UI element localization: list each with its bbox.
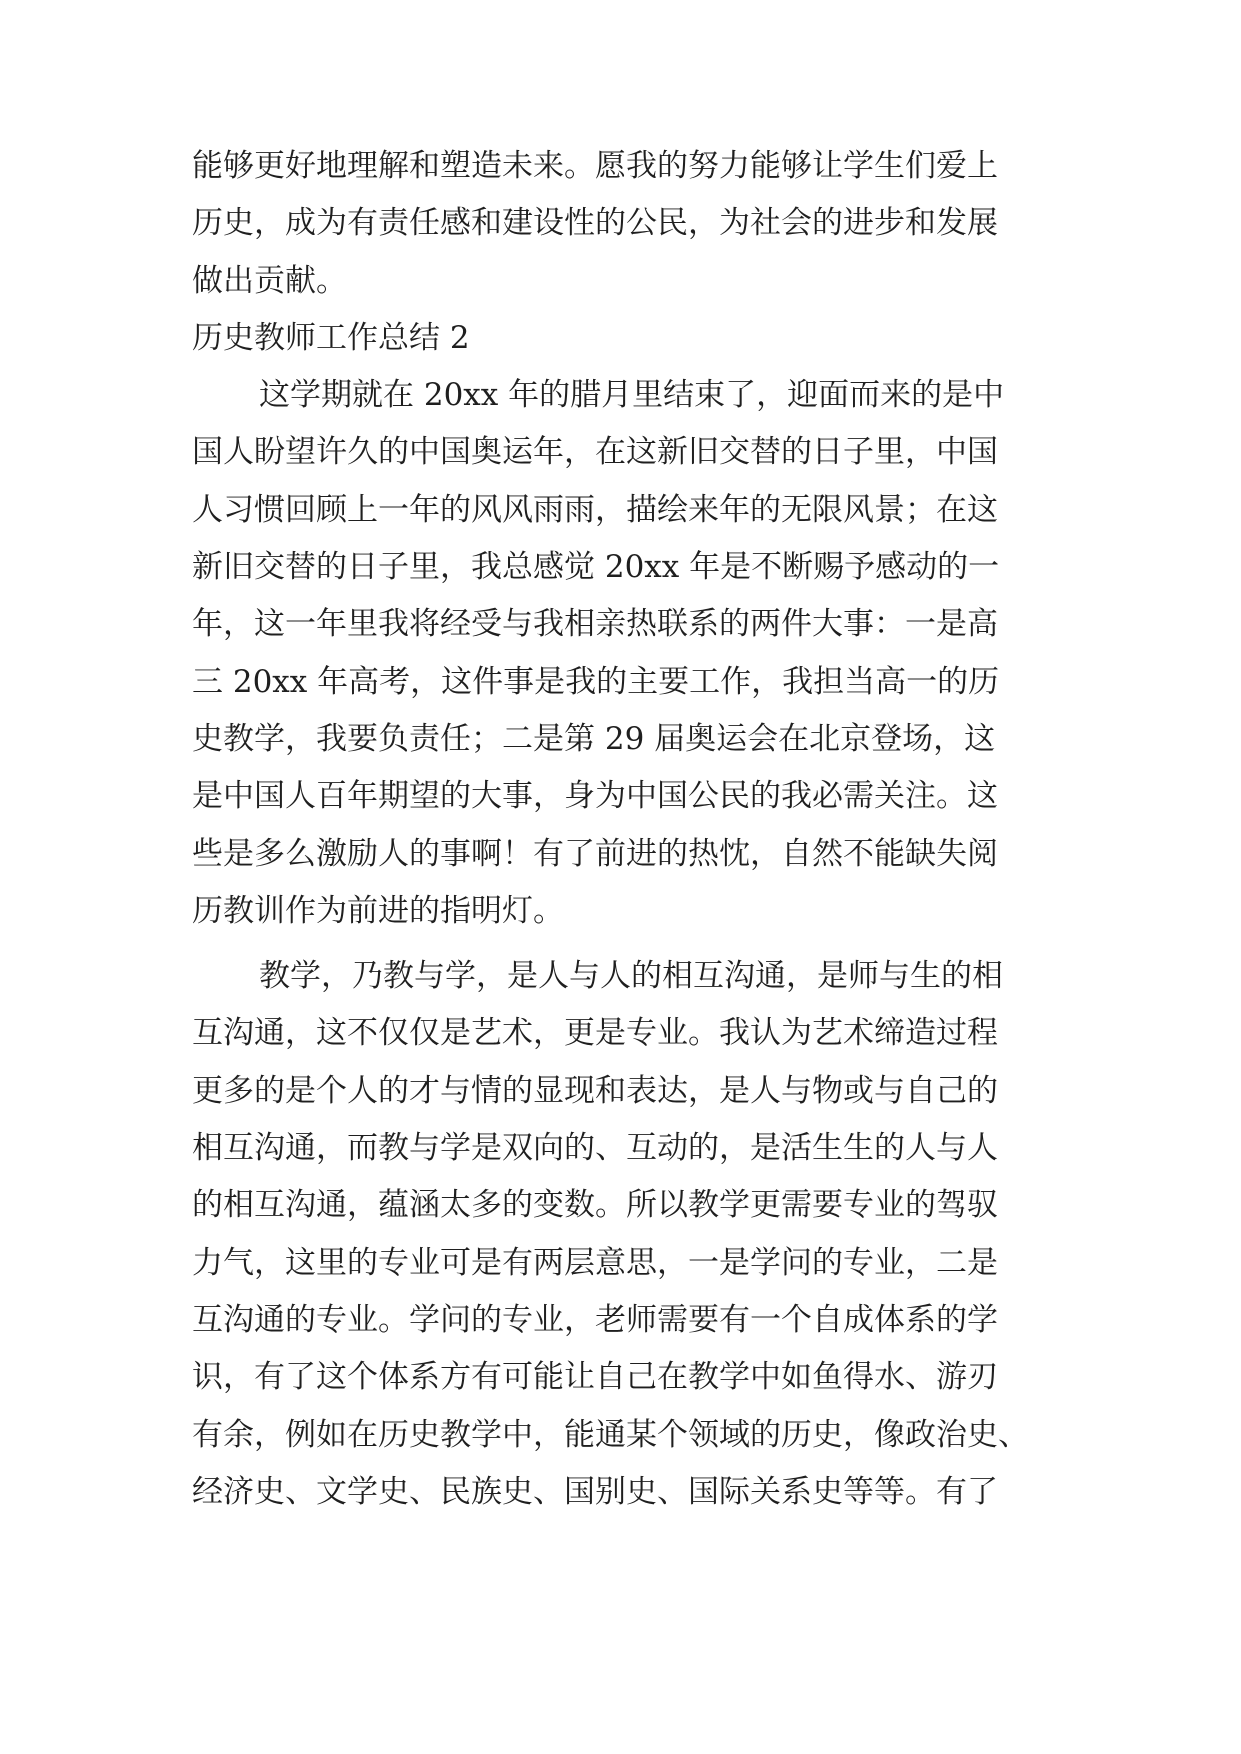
text-line: 的相互沟通，蕴涵太多的变数。所以教学更需要专业的驾驭 xyxy=(192,1187,998,1224)
text-line: 更多的是个人的才与情的显现和表达，是人与物或与自己的 xyxy=(192,1072,998,1109)
text-line: 互沟通，这不仅仅是艺术，更是专业。我认为艺术缔造过程 xyxy=(192,1015,998,1052)
text-line: 人习惯回顾上一年的风风雨雨，描绘来年的无限风景；在这 xyxy=(192,491,998,528)
paragraph-2 xyxy=(192,948,1072,1521)
text-line: 历史，成为有责任感和建设性的公民，为社会的进步和发展 xyxy=(192,205,998,242)
text-line: 年，这一年里我将经受与我相亲热联系的两件大事：一是高 xyxy=(192,606,998,643)
document-body xyxy=(192,138,1072,1521)
text-line: 做出贡献。 xyxy=(192,262,347,299)
text-line: 是中国人百年期望的大事，身为中国公民的我必需关注。这 xyxy=(192,778,998,815)
text-line: 能够更好地理解和塑造未来。愿我的努力能够让学生们爱上 xyxy=(192,148,998,184)
intro-paragraph xyxy=(192,138,1072,310)
text-line: 历教训作为前进的指明灯。 xyxy=(192,892,564,929)
text-line: 些是多么激励人的事啊！有了前进的热忱，自然不能缺失阅 xyxy=(192,835,998,872)
text-line: 史教学，我要负责任；二是第 29 届奥运会在北京登场，这 xyxy=(192,720,996,757)
text-line: 这学期就在 20xx 年的腊月里结束了，迎面而来的是中 xyxy=(259,377,1005,414)
section-heading xyxy=(192,310,1072,367)
text-line: 国人盼望许久的中国奥运年，在这新旧交替的日子里，中国 xyxy=(192,434,998,471)
text-line: 教学，乃教与学，是人与人的相互沟通，是师与生的相 xyxy=(259,958,1003,995)
text-line: 新旧交替的日子里，我总感觉 20xx 年是不断赐予感动的一 xyxy=(192,549,1000,586)
section-title: 历史教师工作总结 2 xyxy=(192,319,470,356)
text-line: 识，有了这个体系方有可能让自己在教学中如鱼得水、游刃 xyxy=(192,1359,998,1396)
paragraph-1 xyxy=(192,367,1072,940)
text-line: 有余，例如在历史教学中，能通某个领域的历史，像政治史、 xyxy=(192,1416,1029,1453)
text-line: 相互沟通，而教与学是双向的、互动的，是活生生的人与人 xyxy=(192,1130,998,1167)
text-line: 经济史、文学史、民族史、国别史、国际关系史等等。有了 xyxy=(192,1473,998,1510)
text-line: 互沟通的专业。学问的专业，老师需要有一个自成体系的学 xyxy=(192,1301,998,1338)
text-line: 三 20xx 年高考，这件事是我的主要工作，我担当高一的历 xyxy=(192,663,1000,700)
text-line: 力气，这里的专业可是有两层意思，一是学问的专业，二是 xyxy=(192,1244,998,1281)
